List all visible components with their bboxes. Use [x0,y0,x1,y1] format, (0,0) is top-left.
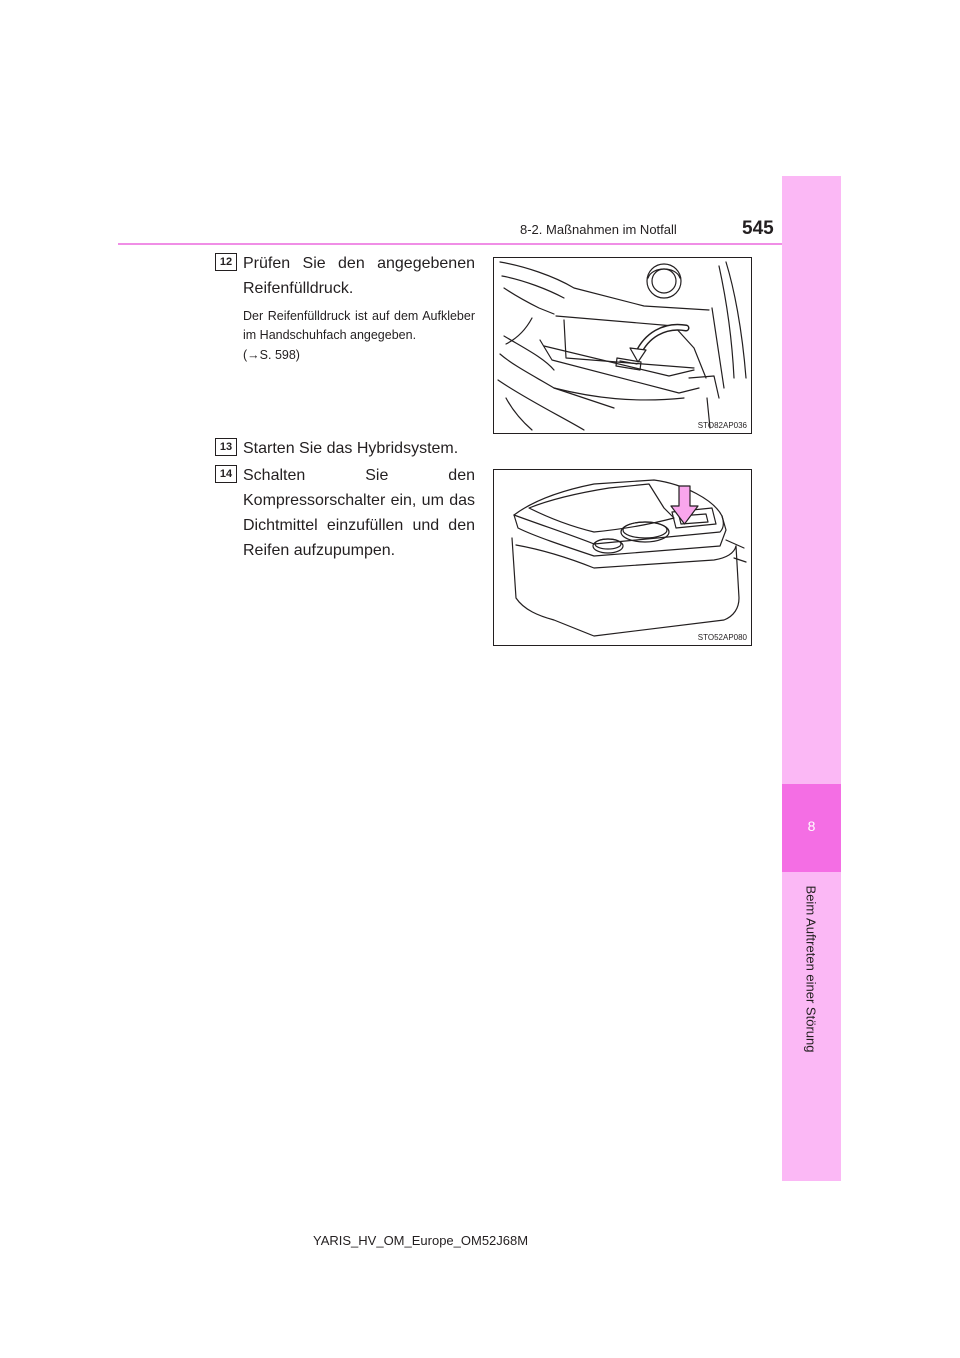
chapter-title-text: Beim Auftreten einer Störung [803,885,819,1053]
step-number-badge: 14 [215,465,237,483]
document-id: YARIS_HV_OM_Europe_OM52J68M [313,1233,529,1248]
step-14-instruction: Schalten Sie den Kompressorschalter ein, um das Dichtmittel einzufüllen und den Reifen aufzupumpen. [243,467,475,559]
figure-code: STO52AP080 [697,633,747,642]
header-divider [118,243,840,245]
chapter-number: 8 [807,818,816,834]
glovebox-illustration [493,257,752,434]
step-13-instruction: Starten Sie das Hybridsystem. [243,440,459,457]
chapter-title [800,884,822,1054]
section-title: 8-2. Maßnahmen im Notfall [520,222,677,237]
step-number-badge: 12 [215,253,237,271]
step-number-badge: 13 [215,438,237,456]
compressor-drawing [494,470,751,645]
step-12-instruction: Prüfen Sie den angegebenen Reifenfülldruck. [243,255,475,297]
page-reference: (→S. 598) [243,348,300,362]
glovebox-drawing [494,258,751,433]
figure-code: STO82AP036 [697,421,747,430]
page-number: 545 [742,218,774,239]
step-12-note: Der Reifenfülldruck ist auf dem Aufkleber im Handschuhfach angegeben. [243,309,475,342]
compressor-illustration [493,469,752,646]
